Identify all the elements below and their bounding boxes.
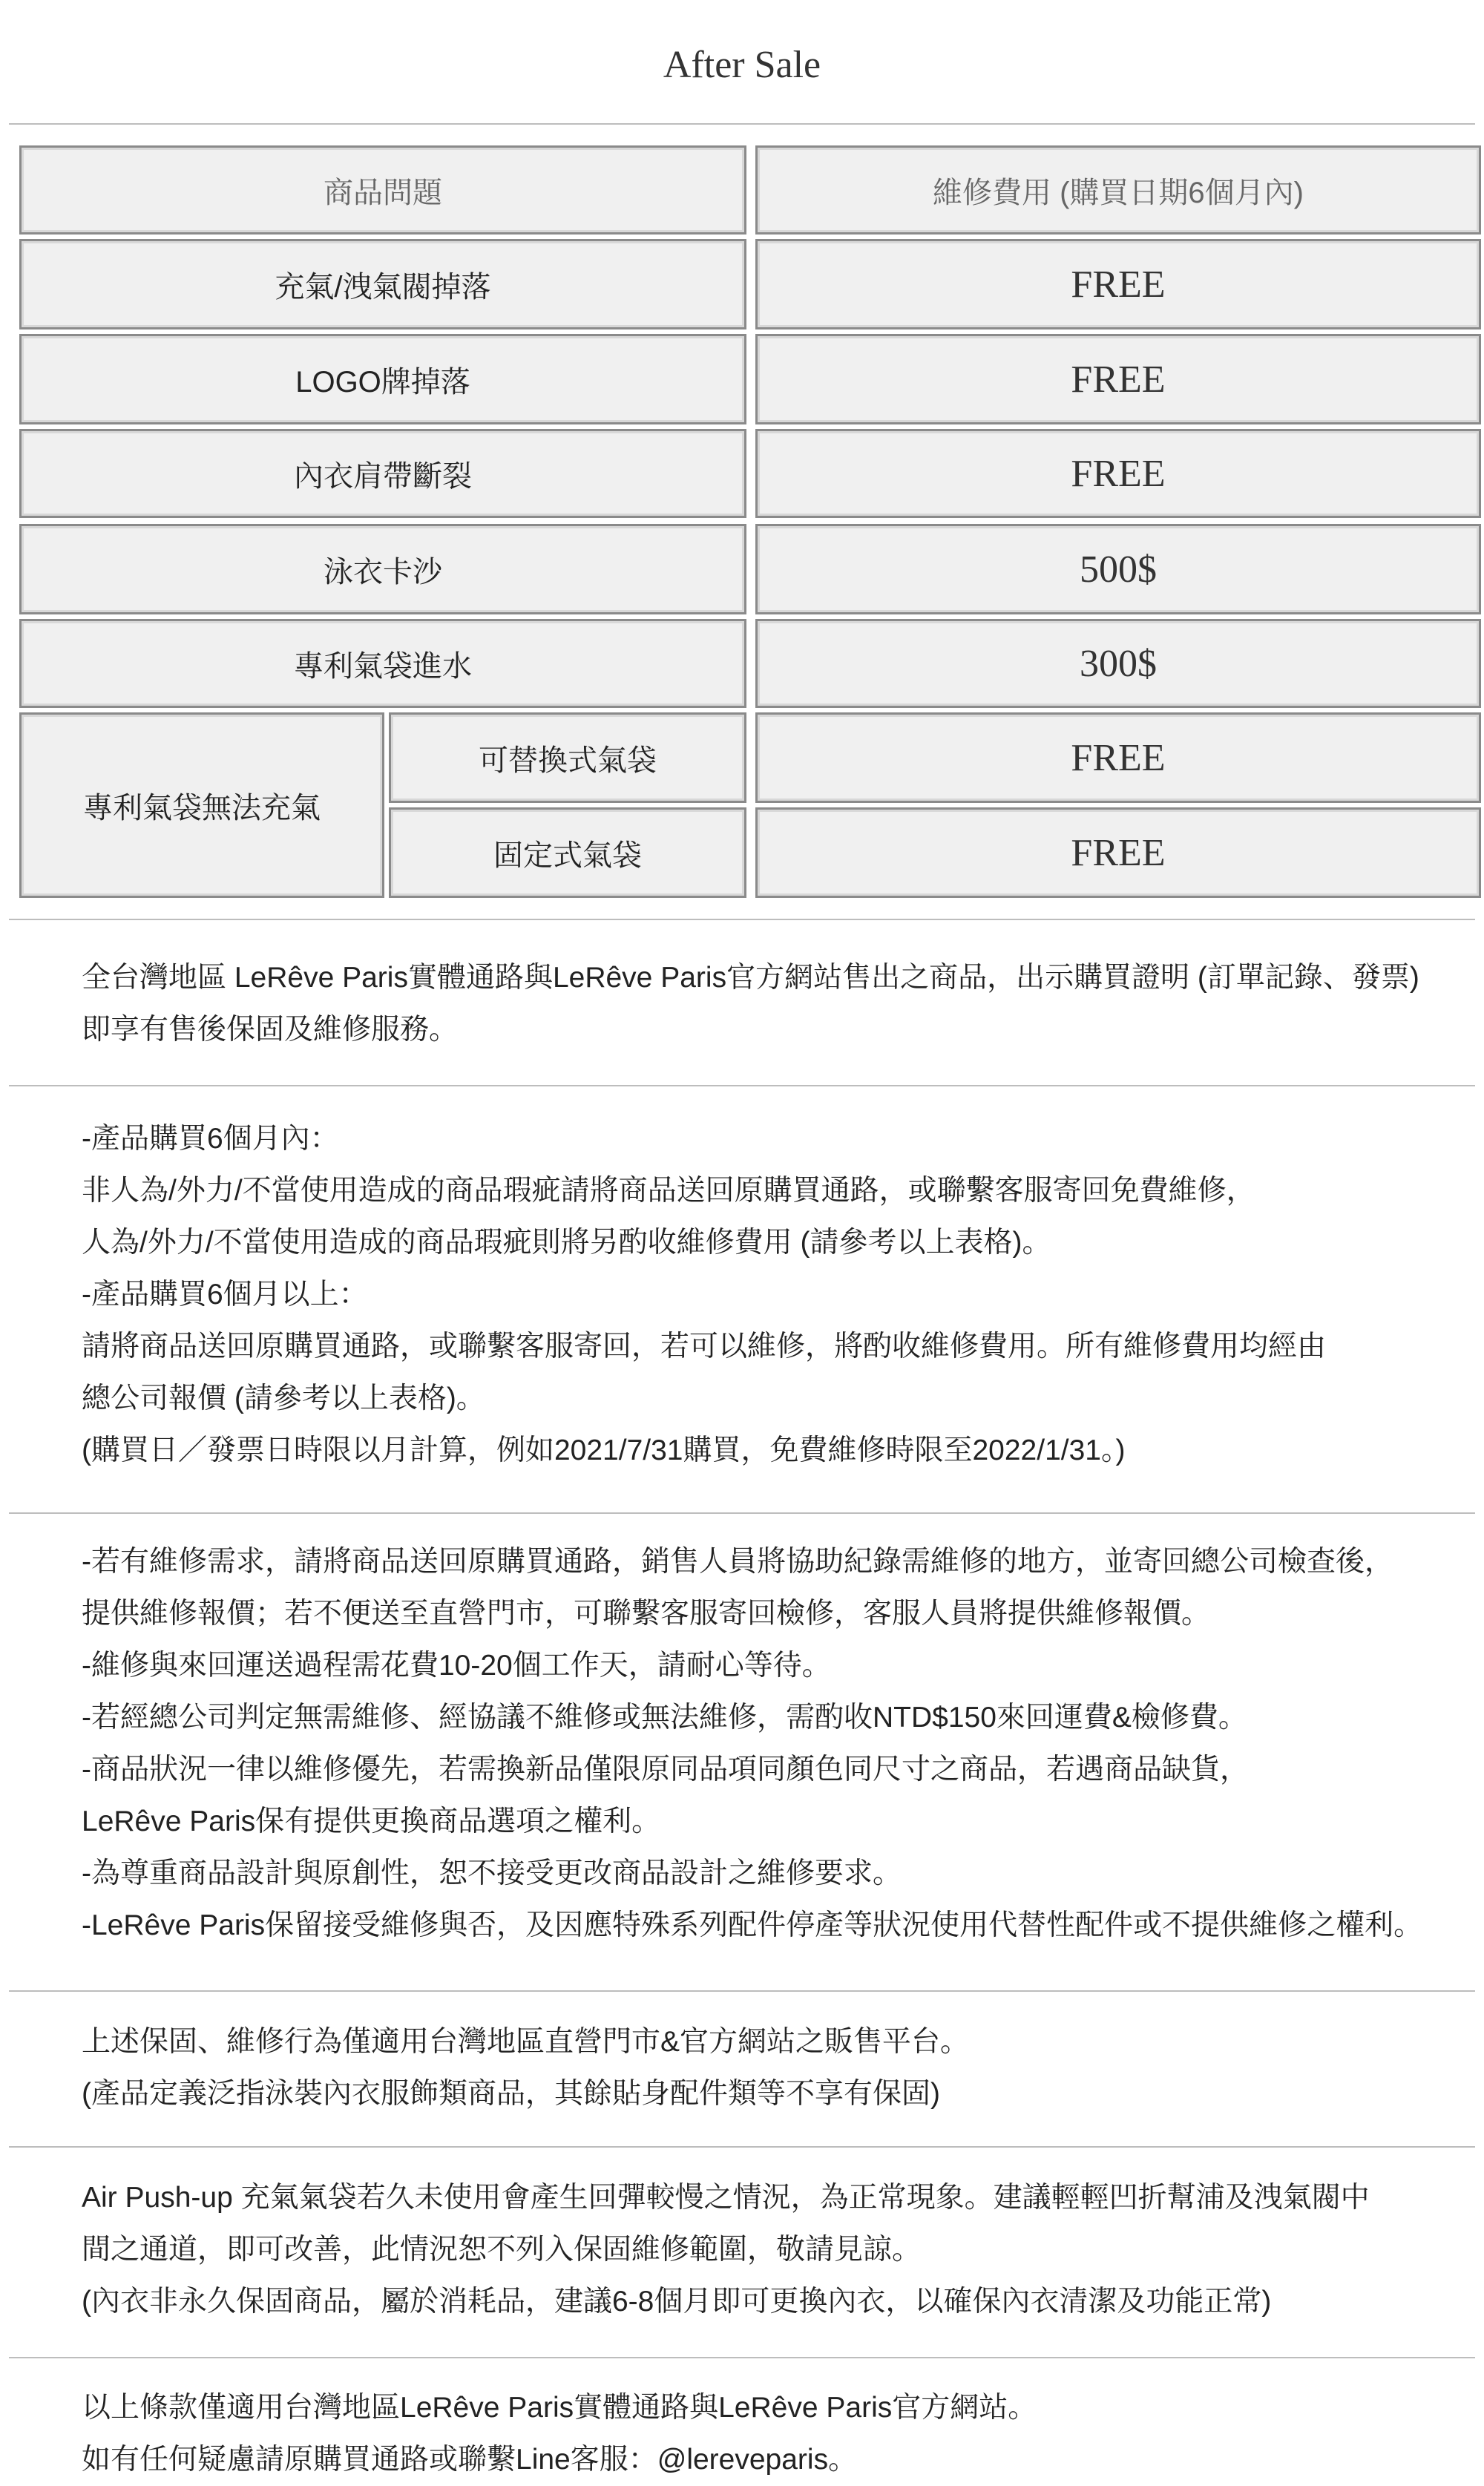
table-row-fee: [755, 712, 1481, 803]
table-row-fee: [755, 524, 1481, 614]
table-row-fee: [755, 429, 1481, 518]
section-line: LeRêve Paris保有提供更換商品選項之權利。: [82, 1806, 661, 1837]
section-line: -LeRêve Paris保留接受維修與否，及因應特殊系列配件停產等狀況使用代替性配件或不提供維修之權利。: [82, 1909, 1423, 1941]
section-divider: [9, 1990, 1475, 1992]
warranty-scope-section: [82, 952, 1462, 1056]
fee-value: FREE: [1071, 452, 1166, 495]
section-divider: [9, 2146, 1475, 2148]
section-line: -為尊重商品設計與原創性，恕不接受更改商品設計之維修要求。: [82, 1857, 902, 1889]
table-subrow-type: [389, 712, 746, 803]
section-line: 即享有售後保固及維修服務。: [82, 1014, 459, 1046]
table-row-fee: [755, 619, 1481, 708]
section-line: -產品購買6個月以上：: [82, 1279, 368, 1311]
table-row-fee: [755, 239, 1481, 329]
section-line: -若有維修需求，請將商品送回原購買通路，銷售人員將協助紀錄需維修的地方，並寄回總公司檢查後，: [82, 1546, 1393, 1578]
section-line: 以上條款僅適用台灣地區LeRêve Paris實體通路與LeRêve Paris官方網站。: [82, 2392, 1037, 2424]
section-divider: [9, 2357, 1475, 2358]
table-row-issue: [19, 524, 746, 614]
fee-value: FREE: [1071, 358, 1166, 401]
group-issue-label: 專利氣袋無法充氣: [83, 791, 321, 824]
section-line: (內衣非永久保固商品，屬於消耗品，建議6-8個月即可更換內衣，以確保內衣清潔及功能正常): [82, 2286, 1272, 2318]
section-line: 請將商品送回原購買通路，或聯繫客服寄回，若可以維修，將酌收維修費用。所有維修費用均經由: [82, 1331, 1327, 1362]
issue-label: LOGO牌掉落: [295, 365, 470, 399]
issue-label: 專利氣袋進水: [294, 649, 472, 683]
fee-value: FREE: [1071, 263, 1166, 306]
page-title: After Sale: [663, 44, 821, 86]
fee-value: FREE: [1071, 736, 1166, 779]
terms-contact-section: [82, 2382, 1462, 2486]
section-line: 間之通道，即可改善，此情況恕不列入保固維修範圍，敬請見諒。: [82, 2234, 922, 2266]
section-line: 如有任何疑慮請原購買通路或聯繫Line客服：@lereveparis。: [82, 2444, 858, 2476]
issue-label: 充氣/洩氣閥掉落: [275, 270, 491, 304]
section-divider: [9, 1512, 1475, 1514]
title-divider: [9, 123, 1475, 125]
subrow-type-label: 可替換式氣袋: [479, 744, 657, 777]
section-line: 全台灣地區 LeRêve Paris實體通路與LeRêve Paris官方網站售出之商品，出示購買證明 (訂單記錄、發票): [82, 962, 1419, 994]
section-line: Air Push-up 充氣氣袋若久未使用會產生回彈較慢之情況，為正常現象。建議輕輕凹折幫浦及洩氣閥中: [82, 2182, 1370, 2214]
table-row-issue: [19, 429, 746, 518]
section-line: -維修與來回運送過程需花費10-20個工作天，請耐心等待。: [82, 1650, 831, 1682]
section-line: 提供維修報價；若不便送至直營門市，可聯繫客服寄回檢修，客服人員將提供維修報價。: [82, 1598, 1211, 1630]
section-line: 非人為/外力/不當使用造成的商品瑕疵請將商品送回原購買通路，或聯繫客服寄回免費維修，: [82, 1175, 1255, 1207]
issue-label: 內衣肩帶斷裂: [294, 459, 472, 493]
air-pushup-section: [82, 2172, 1462, 2328]
section-line: -商品狀況一律以維修優先，若需換新品僅限原同品項同顏色同尺寸之商品，若遇商品缺貨，: [82, 1754, 1249, 1785]
warranty-applicability-section: [82, 2016, 1462, 2120]
issue-label: 泳衣卡沙: [324, 555, 442, 588]
repair-process-section: [82, 1536, 1462, 1952]
section-line: 總公司報價 (請參考以上表格)。: [82, 1383, 485, 1414]
table-header-issue: [19, 145, 746, 235]
subrow-type-label: 固定式氣袋: [493, 839, 642, 872]
fee-value: FREE: [1071, 831, 1166, 874]
section-line: (購買日／發票日時限以月計算，例如2021/7/31購買，免費維修時限至2022/1/31。): [82, 1434, 1126, 1466]
section-divider: [9, 919, 1475, 920]
fee-value: 500$: [1080, 548, 1157, 591]
section-line: 人為/外力/不當使用造成的商品瑕疵則將另酌收維修費用 (請參考以上表格)。: [82, 1227, 1051, 1259]
table-header-fee-label: 維修費用 (購買日期6個月內): [933, 176, 1304, 209]
table-row-issue: [19, 334, 746, 424]
table-subrow-type: [389, 807, 746, 898]
table-row-fee: [755, 334, 1481, 424]
table-row-fee: [755, 807, 1481, 898]
section-line: (產品定義泛指泳裝內衣服飾類商品，其餘貼身配件類等不享有保固): [82, 2078, 940, 2110]
section-divider: [9, 1085, 1475, 1086]
table-header-fee: [755, 145, 1481, 235]
fee-value: 300$: [1080, 642, 1157, 685]
table-group-issue: [19, 712, 384, 898]
section-line: -若經總公司判定無需維修、經協議不維修或無法維修，需酌收NTD$150來回運費&檢修費。: [82, 1702, 1247, 1734]
table-row-issue: [19, 619, 746, 708]
table-header-issue-label: 商品問題: [324, 176, 442, 209]
table-row-issue: [19, 239, 746, 329]
repair-period-section: [82, 1113, 1462, 1477]
section-line: 上述保固、維修行為僅適用台灣地區直營門市&官方網站之販售平台。: [82, 2026, 970, 2058]
section-line: -產品購買6個月內：: [82, 1123, 339, 1155]
